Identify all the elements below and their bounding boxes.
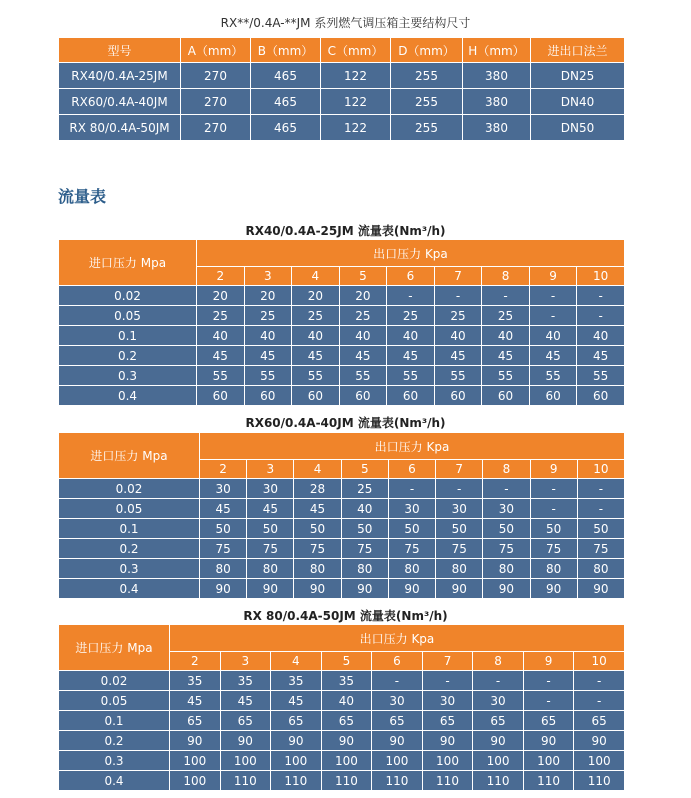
flow-row bbox=[59, 711, 625, 731]
flow-value: 90 bbox=[200, 579, 247, 599]
spec-header-c: C（mm） bbox=[321, 38, 391, 63]
flow-value: - bbox=[577, 479, 624, 499]
flow-value: 50 bbox=[483, 519, 530, 539]
flow-value: - bbox=[422, 671, 473, 691]
flow-value: 45 bbox=[434, 346, 482, 366]
spec-cell: 270 bbox=[181, 63, 251, 89]
flow-value: 60 bbox=[434, 386, 482, 406]
outlet-pressure-value: 4 bbox=[294, 460, 341, 479]
flow-table-title-2: RX60/0.4A-40JM 流量表(Nm³/h) bbox=[245, 416, 446, 430]
outlet-pressure-value: 7 bbox=[422, 652, 473, 671]
flow-value: 55 bbox=[339, 366, 387, 386]
spec-cell: 270 bbox=[181, 115, 251, 141]
flow-row bbox=[59, 499, 625, 519]
inlet-pressure-value: 0.1 bbox=[59, 711, 170, 731]
inlet-pressure-value: 0.05 bbox=[59, 691, 170, 711]
flow-row bbox=[59, 771, 625, 791]
flow-value: 40 bbox=[244, 326, 292, 346]
flow-value: 40 bbox=[387, 326, 435, 346]
flow-value: 20 bbox=[244, 286, 292, 306]
outlet-pressure-value: 4 bbox=[271, 652, 322, 671]
flow-value: - bbox=[529, 286, 577, 306]
flow-value: - bbox=[523, 671, 574, 691]
flow-value: 45 bbox=[529, 346, 577, 366]
flow-value: 90 bbox=[388, 579, 435, 599]
spec-cell: 380 bbox=[463, 63, 531, 89]
spec-cell: 465 bbox=[251, 89, 321, 115]
flow-value: 110 bbox=[523, 771, 574, 791]
spec-cell: 122 bbox=[321, 63, 391, 89]
inlet-pressure-label: 进口压力 Mpa bbox=[59, 625, 170, 671]
spec-row bbox=[59, 115, 625, 141]
flow-value: 90 bbox=[294, 579, 341, 599]
flow-row bbox=[59, 579, 625, 599]
outlet-pressure-value: 9 bbox=[523, 652, 574, 671]
flow-value: 30 bbox=[473, 691, 524, 711]
flow-value: 35 bbox=[321, 671, 372, 691]
flow-value: 40 bbox=[339, 326, 387, 346]
flow-value: - bbox=[372, 671, 423, 691]
flow-value: 50 bbox=[577, 519, 624, 539]
spec-cell: DN25 bbox=[531, 63, 625, 89]
inlet-pressure-value: 0.4 bbox=[59, 771, 170, 791]
flow-value: 50 bbox=[530, 519, 577, 539]
inlet-pressure-value: 0.2 bbox=[59, 346, 197, 366]
flow-value: 90 bbox=[247, 579, 294, 599]
spec-cell: 122 bbox=[321, 115, 391, 141]
flow-value: 100 bbox=[220, 751, 271, 771]
flow-row bbox=[59, 286, 625, 306]
flow-value: 55 bbox=[577, 366, 625, 386]
flow-value: 55 bbox=[387, 366, 435, 386]
flow-value: 45 bbox=[271, 691, 322, 711]
flow-value: 110 bbox=[473, 771, 524, 791]
flow-value: 50 bbox=[200, 519, 247, 539]
flow-value: 75 bbox=[483, 539, 530, 559]
inlet-pressure-label: 进口压力 Mpa bbox=[59, 240, 197, 286]
outlet-pressure-value: 2 bbox=[200, 460, 247, 479]
outlet-pressure-value: 7 bbox=[436, 460, 483, 479]
flow-value: 50 bbox=[341, 519, 388, 539]
spec-cell: DN40 bbox=[531, 89, 625, 115]
flow-value: 60 bbox=[482, 386, 530, 406]
flow-value: 90 bbox=[574, 731, 625, 751]
spec-model-cell: RX 80/0.4A-50JM bbox=[59, 115, 181, 141]
flow-value: 100 bbox=[473, 751, 524, 771]
flow-value: - bbox=[577, 499, 624, 519]
flow-value: 90 bbox=[530, 579, 577, 599]
outlet-pressure-value: 2 bbox=[197, 267, 245, 286]
outlet-pressure-value: 6 bbox=[372, 652, 423, 671]
flow-value: 75 bbox=[577, 539, 624, 559]
flow-value: 25 bbox=[341, 479, 388, 499]
flow-value: 90 bbox=[436, 579, 483, 599]
inlet-pressure-value: 0.3 bbox=[59, 559, 200, 579]
flow-value: 50 bbox=[436, 519, 483, 539]
flow-value: - bbox=[574, 671, 625, 691]
spec-header-a: A（mm） bbox=[181, 38, 251, 63]
flow-value: - bbox=[436, 479, 483, 499]
flow-value: 100 bbox=[422, 751, 473, 771]
flow-value: 65 bbox=[372, 711, 423, 731]
flow-header-row bbox=[59, 433, 625, 460]
spec-cell: 255 bbox=[391, 63, 463, 89]
flow-value: - bbox=[577, 306, 625, 326]
flow-value: 40 bbox=[341, 499, 388, 519]
inlet-pressure-value: 0.1 bbox=[59, 519, 200, 539]
flow-value: 100 bbox=[523, 751, 574, 771]
flow-value: 50 bbox=[388, 519, 435, 539]
flow-table-title-1: RX40/0.4A-25JM 流量表(Nm³/h) bbox=[245, 224, 446, 238]
flow-value: 80 bbox=[341, 559, 388, 579]
flow-value: - bbox=[473, 671, 524, 691]
flow-value: 80 bbox=[200, 559, 247, 579]
flow-value: 75 bbox=[247, 539, 294, 559]
flow-value: - bbox=[483, 479, 530, 499]
flow-value: 90 bbox=[271, 731, 322, 751]
flow-row bbox=[59, 519, 625, 539]
flow-value: - bbox=[529, 306, 577, 326]
outlet-pressure-label: 出口压力 Kpa bbox=[170, 625, 625, 652]
flow-value: 90 bbox=[483, 579, 530, 599]
outlet-pressure-value: 2 bbox=[170, 652, 221, 671]
flow-value: 30 bbox=[422, 691, 473, 711]
flow-value: 45 bbox=[577, 346, 625, 366]
flow-value: 60 bbox=[529, 386, 577, 406]
flow-value: 100 bbox=[271, 751, 322, 771]
flow-value: 100 bbox=[372, 751, 423, 771]
flow-value: - bbox=[387, 286, 435, 306]
flow-value: 75 bbox=[388, 539, 435, 559]
flow-value: 75 bbox=[436, 539, 483, 559]
flow-row bbox=[59, 691, 625, 711]
flow-value: 40 bbox=[292, 326, 340, 346]
flow-header-row bbox=[59, 240, 625, 267]
flow-row bbox=[59, 479, 625, 499]
outlet-pressure-value: 3 bbox=[247, 460, 294, 479]
inlet-pressure-value: 0.2 bbox=[59, 731, 170, 751]
flow-value: 90 bbox=[170, 731, 221, 751]
flow-value: 20 bbox=[292, 286, 340, 306]
flow-value: 25 bbox=[244, 306, 292, 326]
inlet-pressure-value: 0.02 bbox=[59, 286, 197, 306]
spec-header-model: 型号 bbox=[59, 38, 181, 63]
spec-model-cell: RX60/0.4A-40JM bbox=[59, 89, 181, 115]
flow-row bbox=[59, 539, 625, 559]
spec-cell: 465 bbox=[251, 63, 321, 89]
outlet-pressure-value: 8 bbox=[483, 460, 530, 479]
spec-row bbox=[59, 63, 625, 89]
spec-cell: 255 bbox=[391, 115, 463, 141]
inlet-pressure-value: 0.05 bbox=[59, 306, 197, 326]
outlet-pressure-value: 10 bbox=[577, 267, 625, 286]
flow-table-3 bbox=[58, 624, 625, 791]
flow-value: 30 bbox=[436, 499, 483, 519]
spec-model-cell: RX40/0.4A-25JM bbox=[59, 63, 181, 89]
spec-header-d: D（mm） bbox=[391, 38, 463, 63]
spec-cell: 465 bbox=[251, 115, 321, 141]
outlet-pressure-value: 9 bbox=[529, 267, 577, 286]
flow-row bbox=[59, 346, 625, 366]
flow-value: 110 bbox=[422, 771, 473, 791]
spec-header-h: H（mm） bbox=[463, 38, 531, 63]
flow-value: 60 bbox=[387, 386, 435, 406]
flow-value: 90 bbox=[341, 579, 388, 599]
flow-value: 55 bbox=[244, 366, 292, 386]
inlet-pressure-value: 0.02 bbox=[59, 479, 200, 499]
flow-value: 40 bbox=[434, 326, 482, 346]
flow-value: 100 bbox=[170, 771, 221, 791]
outlet-pressure-value: 5 bbox=[321, 652, 372, 671]
flow-value: 110 bbox=[372, 771, 423, 791]
flow-value: 40 bbox=[577, 326, 625, 346]
flow-value: 60 bbox=[197, 386, 245, 406]
outlet-pressure-label: 出口压力 Kpa bbox=[200, 433, 625, 460]
flow-value: 35 bbox=[271, 671, 322, 691]
flow-value: - bbox=[482, 286, 530, 306]
flow-row bbox=[59, 671, 625, 691]
flow-value: 90 bbox=[321, 731, 372, 751]
flow-value: 45 bbox=[387, 346, 435, 366]
spec-row bbox=[59, 89, 625, 115]
inlet-pressure-value: 0.4 bbox=[59, 579, 200, 599]
flow-value: 80 bbox=[436, 559, 483, 579]
flow-value: 65 bbox=[523, 711, 574, 731]
flow-value: 35 bbox=[170, 671, 221, 691]
inlet-pressure-value: 0.1 bbox=[59, 326, 197, 346]
flow-table-2 bbox=[58, 432, 625, 599]
flow-value: 110 bbox=[321, 771, 372, 791]
spec-header-flange: 进出口法兰 bbox=[531, 38, 625, 63]
spec-table bbox=[58, 37, 625, 141]
flow-value: 80 bbox=[294, 559, 341, 579]
flow-row bbox=[59, 731, 625, 751]
spec-cell: 255 bbox=[391, 89, 463, 115]
spec-cell: 122 bbox=[321, 89, 391, 115]
flow-value: 110 bbox=[271, 771, 322, 791]
outlet-pressure-value: 9 bbox=[530, 460, 577, 479]
flow-table-title-3: RX 80/0.4A-50JM 流量表(Nm³/h) bbox=[243, 609, 448, 623]
flow-table-1 bbox=[58, 239, 625, 406]
flow-value: 40 bbox=[529, 326, 577, 346]
flow-value: 80 bbox=[388, 559, 435, 579]
flow-value: 25 bbox=[482, 306, 530, 326]
flow-value: 45 bbox=[292, 346, 340, 366]
flow-value: 25 bbox=[197, 306, 245, 326]
flow-value: 30 bbox=[200, 479, 247, 499]
flow-value: 35 bbox=[220, 671, 271, 691]
flow-value: 45 bbox=[220, 691, 271, 711]
outlet-pressure-value: 5 bbox=[341, 460, 388, 479]
flow-value: 50 bbox=[294, 519, 341, 539]
spec-header-row bbox=[59, 38, 625, 63]
flow-value: 60 bbox=[339, 386, 387, 406]
outlet-pressure-value: 8 bbox=[482, 267, 530, 286]
inlet-pressure-value: 0.3 bbox=[59, 366, 197, 386]
section-title: 流量表 bbox=[58, 187, 107, 206]
flow-value: 90 bbox=[372, 731, 423, 751]
flow-row bbox=[59, 326, 625, 346]
outlet-pressure-value: 3 bbox=[244, 267, 292, 286]
flow-value: 45 bbox=[339, 346, 387, 366]
flow-value: 20 bbox=[197, 286, 245, 306]
flow-value: 80 bbox=[530, 559, 577, 579]
flow-header-row bbox=[59, 625, 625, 652]
flow-value: 80 bbox=[577, 559, 624, 579]
flow-value: 65 bbox=[422, 711, 473, 731]
outlet-pressure-value: 8 bbox=[473, 652, 524, 671]
flow-value: 20 bbox=[339, 286, 387, 306]
outlet-pressure-value: 4 bbox=[292, 267, 340, 286]
flow-value: 65 bbox=[321, 711, 372, 731]
inlet-pressure-value: 0.05 bbox=[59, 499, 200, 519]
flow-value: 65 bbox=[574, 711, 625, 731]
flow-value: 90 bbox=[523, 731, 574, 751]
inlet-pressure-label: 进口压力 Mpa bbox=[59, 433, 200, 479]
flow-value: 90 bbox=[473, 731, 524, 751]
flow-row bbox=[59, 306, 625, 326]
flow-value: 25 bbox=[292, 306, 340, 326]
flow-value: 75 bbox=[530, 539, 577, 559]
flow-value: 45 bbox=[200, 499, 247, 519]
flow-value: - bbox=[523, 691, 574, 711]
flow-value: 100 bbox=[574, 751, 625, 771]
flow-value: 40 bbox=[197, 326, 245, 346]
flow-value: 50 bbox=[247, 519, 294, 539]
flow-value: 45 bbox=[294, 499, 341, 519]
flow-value: 45 bbox=[247, 499, 294, 519]
flow-value: 55 bbox=[292, 366, 340, 386]
spec-table-title: RX**/0.4A-**JM 系列燃气调压箱主要结构尺寸 bbox=[220, 16, 471, 30]
flow-value: 40 bbox=[321, 691, 372, 711]
flow-value: 30 bbox=[372, 691, 423, 711]
spec-cell: DN50 bbox=[531, 115, 625, 141]
flow-value: 75 bbox=[200, 539, 247, 559]
flow-value: 110 bbox=[220, 771, 271, 791]
flow-value: 65 bbox=[473, 711, 524, 731]
spec-cell: 380 bbox=[463, 115, 531, 141]
spec-cell: 270 bbox=[181, 89, 251, 115]
flow-value: 45 bbox=[197, 346, 245, 366]
flow-value: 65 bbox=[271, 711, 322, 731]
flow-value: 25 bbox=[434, 306, 482, 326]
outlet-pressure-value: 10 bbox=[577, 460, 624, 479]
flow-value: - bbox=[577, 286, 625, 306]
outlet-pressure-value: 5 bbox=[339, 267, 387, 286]
flow-value: 45 bbox=[482, 346, 530, 366]
flow-value: - bbox=[388, 479, 435, 499]
flow-value: 55 bbox=[482, 366, 530, 386]
inlet-pressure-value: 0.02 bbox=[59, 671, 170, 691]
flow-value: 80 bbox=[247, 559, 294, 579]
flow-value: 45 bbox=[170, 691, 221, 711]
outlet-pressure-value: 10 bbox=[574, 652, 625, 671]
flow-value: 100 bbox=[321, 751, 372, 771]
flow-value: 80 bbox=[483, 559, 530, 579]
flow-value: 40 bbox=[482, 326, 530, 346]
flow-value: 60 bbox=[244, 386, 292, 406]
spec-header-b: B（mm） bbox=[251, 38, 321, 63]
inlet-pressure-value: 0.3 bbox=[59, 751, 170, 771]
inlet-pressure-value: 0.2 bbox=[59, 539, 200, 559]
flow-value: - bbox=[574, 691, 625, 711]
flow-value: 75 bbox=[341, 539, 388, 559]
outlet-pressure-label: 出口压力 Kpa bbox=[197, 240, 625, 267]
flow-value: 30 bbox=[483, 499, 530, 519]
flow-value: 100 bbox=[170, 751, 221, 771]
outlet-pressure-value: 7 bbox=[434, 267, 482, 286]
flow-value: 28 bbox=[294, 479, 341, 499]
flow-value: 30 bbox=[247, 479, 294, 499]
outlet-pressure-value: 6 bbox=[388, 460, 435, 479]
inlet-pressure-value: 0.4 bbox=[59, 386, 197, 406]
flow-row bbox=[59, 559, 625, 579]
flow-value: 110 bbox=[574, 771, 625, 791]
flow-value: 55 bbox=[434, 366, 482, 386]
flow-value: 90 bbox=[422, 731, 473, 751]
flow-row bbox=[59, 366, 625, 386]
outlet-pressure-value: 3 bbox=[220, 652, 271, 671]
flow-value: 25 bbox=[339, 306, 387, 326]
flow-value: - bbox=[530, 499, 577, 519]
spec-cell: 380 bbox=[463, 89, 531, 115]
flow-row bbox=[59, 386, 625, 406]
flow-row bbox=[59, 751, 625, 771]
flow-value: 90 bbox=[220, 731, 271, 751]
flow-value: 25 bbox=[387, 306, 435, 326]
flow-value: 45 bbox=[244, 346, 292, 366]
flow-value: 65 bbox=[220, 711, 271, 731]
flow-value: - bbox=[530, 479, 577, 499]
flow-value: 55 bbox=[197, 366, 245, 386]
flow-value: - bbox=[434, 286, 482, 306]
outlet-pressure-value: 6 bbox=[387, 267, 435, 286]
flow-value: 55 bbox=[529, 366, 577, 386]
flow-value: 65 bbox=[170, 711, 221, 731]
flow-value: 30 bbox=[388, 499, 435, 519]
flow-value: 60 bbox=[292, 386, 340, 406]
flow-value: 75 bbox=[294, 539, 341, 559]
flow-value: 60 bbox=[577, 386, 625, 406]
flow-value: 90 bbox=[577, 579, 624, 599]
